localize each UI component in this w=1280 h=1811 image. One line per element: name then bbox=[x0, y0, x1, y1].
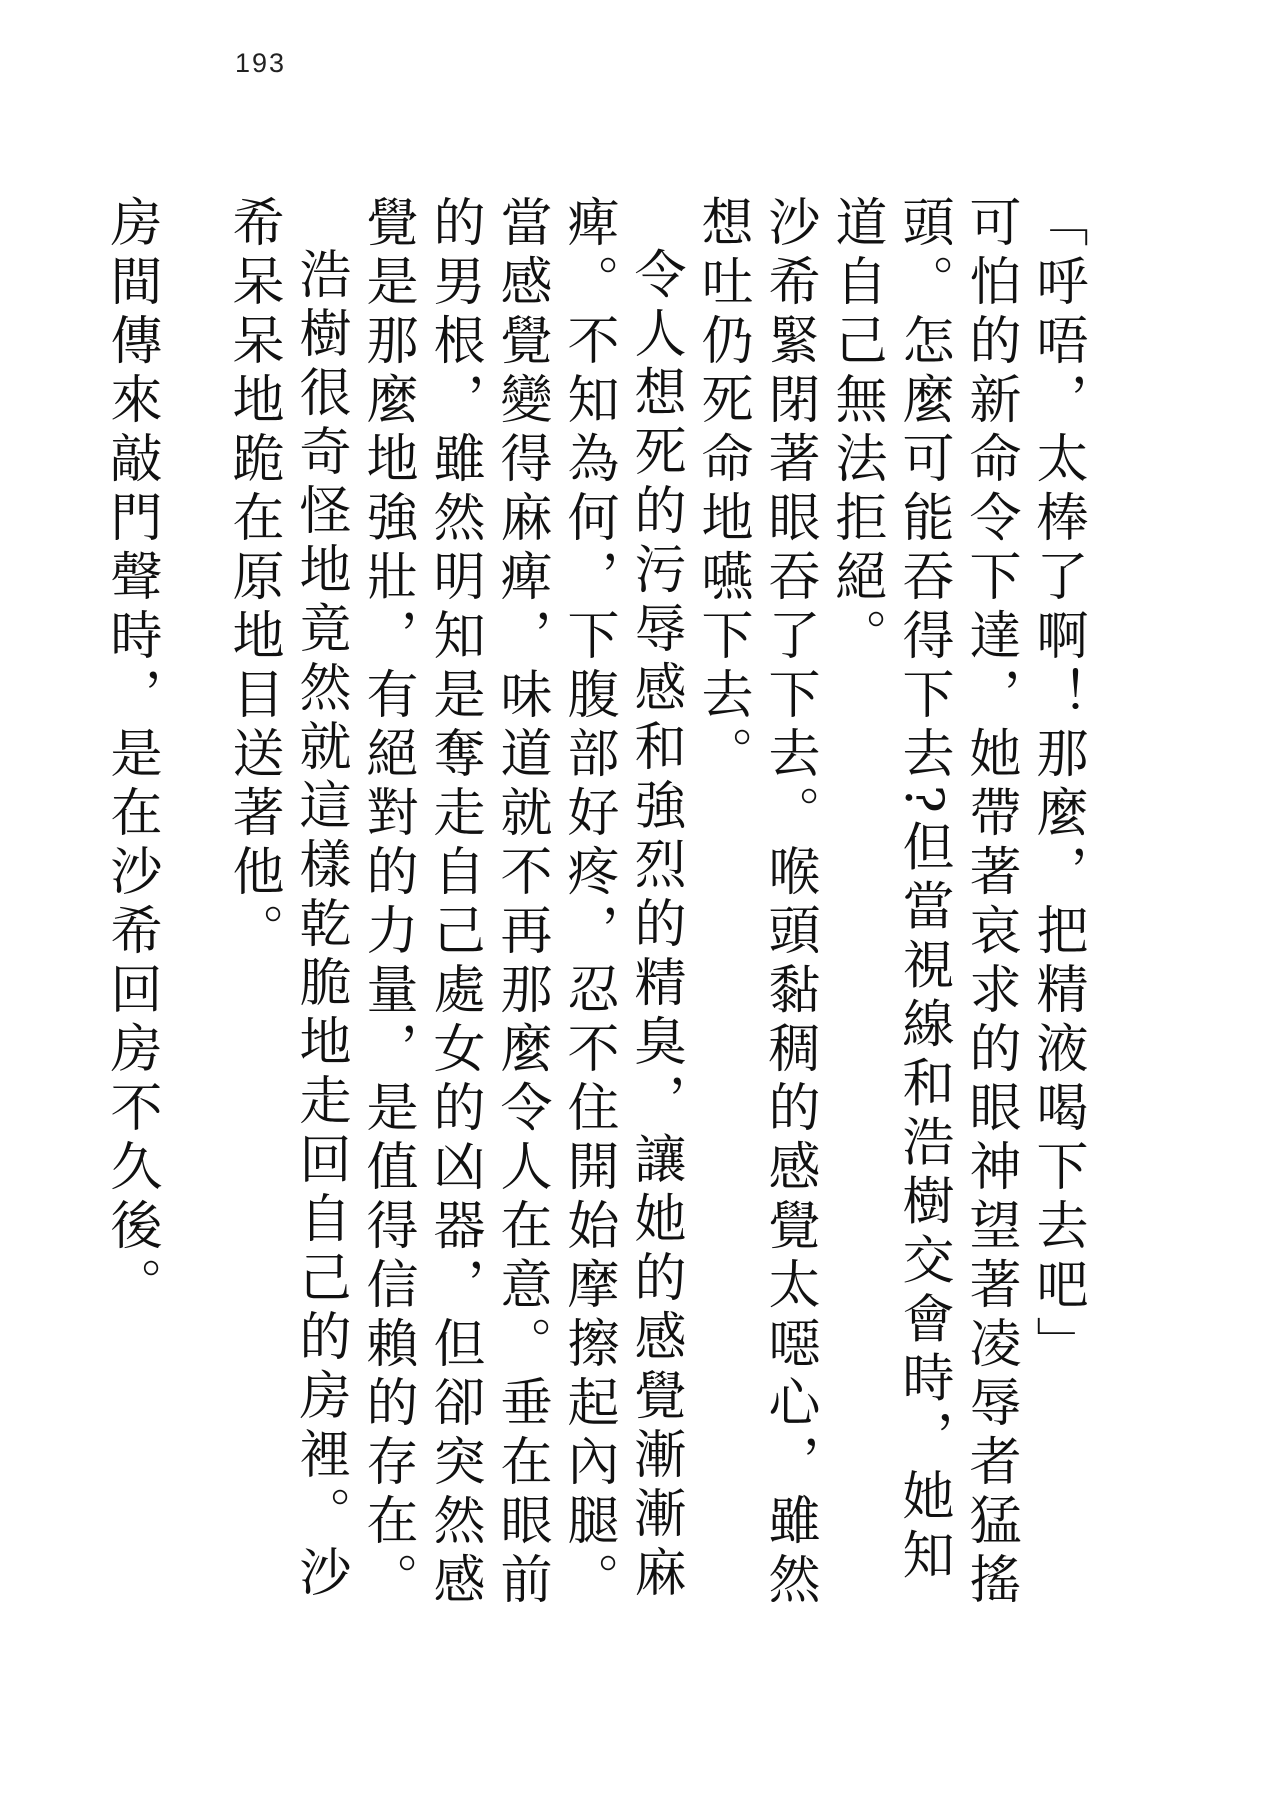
paragraph: 令人想死的污辱感和強烈的精臭，讓她的感覺漸漸麻痺。不知為何，下腹部好疼，忍不住開始摩擦起內腿。當感覺變得麻痺，味道就不再那麼令人在意。垂在眼前的男根，雖然明知是奪走自己處女的凶器，但卻突然感覺是那麼地強壯，有絕對的力量，是值得信賴的存在。 bbox=[357, 195, 685, 1611]
paragraph: 可怕的新命令下達，她帶著哀求的眼神望著凌辱者猛搖頭。怎麼可能吞得下去?但當視線和浩樹交會時，她知道自己無法拒絕。 bbox=[826, 195, 1020, 1611]
page-number: 193 bbox=[235, 48, 287, 78]
paragraph-dialogue: 「呼唔，太棒了啊！那麼，把精液喝下去吧」 bbox=[1027, 195, 1087, 1375]
paragraph: 浩樹很奇怪地竟然就這樣乾脆地走回自己的房裡。沙希呆呆地跪在原地目送著他。 bbox=[223, 195, 350, 1604]
paragraph: 沙希緊閉著眼吞了下去。喉頭黏稠的感覺太噁心，雖然想吐仍死命地嚥下去。 bbox=[692, 195, 819, 1611]
body-text bbox=[101, 195, 1090, 1635]
paragraph: 房間傳來敲門聲時，是在沙希回房不久後。 bbox=[101, 195, 161, 1316]
